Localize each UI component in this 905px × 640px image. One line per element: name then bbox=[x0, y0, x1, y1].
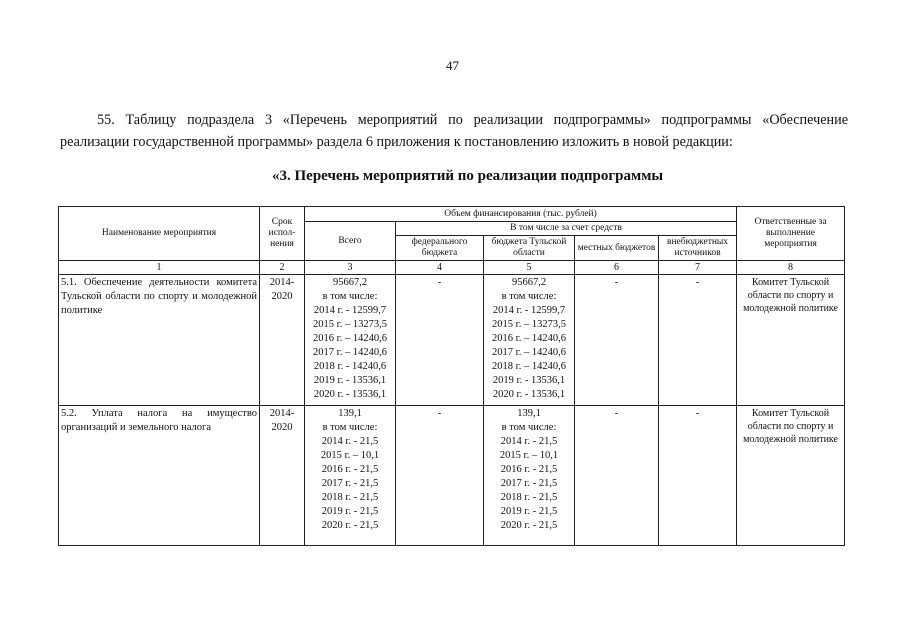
paragraph-line-1: 55. Таблицу подраздела 3 «Перечень мероприятий по реализации подпрограммы» подпрограммы «Обеспечение bbox=[97, 112, 848, 128]
section-title: «3. Перечень мероприятий по реализации подпрограммы bbox=[272, 168, 664, 184]
federal-funding: - bbox=[396, 275, 484, 406]
regional-year: 2014 г. - 21,5 bbox=[500, 436, 558, 447]
local-funding: - bbox=[575, 406, 659, 546]
header-funding: Объем финансирования (тыс. рублей) bbox=[305, 207, 737, 222]
total-year: 2019 г. - 13536,1 bbox=[313, 375, 387, 386]
federal-funding: - bbox=[396, 406, 484, 546]
total-year: 2018 г. - 14240,6 bbox=[313, 361, 387, 372]
total-amount: 139,1 bbox=[338, 408, 362, 419]
regional-year: 2018 г. – 14240,6 bbox=[492, 361, 566, 372]
total-funding bbox=[305, 406, 396, 546]
responsible-party: Комитет Тульской области по спорту и молодежной политике bbox=[737, 406, 845, 546]
column-number: 1 bbox=[59, 261, 260, 275]
total-year: 2015 г. – 13273,5 bbox=[313, 319, 387, 330]
regional-year: 2014 г. - 12599,7 bbox=[492, 305, 566, 316]
regional-year: 2018 г. - 21,5 bbox=[500, 492, 558, 503]
paragraph-line-2: реализации государственной программы» раздела 6 приложения к постановлению изложить в новой редакции: bbox=[60, 134, 733, 150]
total-amount: 95667,2 bbox=[332, 277, 368, 288]
local-funding: - bbox=[575, 275, 659, 406]
extra-funding: - bbox=[659, 406, 737, 546]
measure-term: 2014-2020 bbox=[260, 406, 305, 546]
header-total: Всего bbox=[305, 222, 396, 261]
regional-year: 2015 г. – 13273,5 bbox=[492, 319, 566, 330]
total-year: 2014 г. - 21,5 bbox=[321, 436, 379, 447]
regional-amount: 95667,2 bbox=[511, 277, 547, 288]
regional-amount: 139,1 bbox=[517, 408, 541, 419]
total-year: 2020 г. - 21,5 bbox=[321, 520, 379, 531]
total-funding bbox=[305, 275, 396, 406]
total-year: 2017 г. - 21,5 bbox=[321, 478, 379, 489]
header-sources: В том числе за счет средств bbox=[396, 222, 737, 236]
regional-year: 2019 г. - 21,5 bbox=[500, 506, 558, 517]
total-note: в том числе: bbox=[322, 291, 378, 302]
extra-funding: - bbox=[659, 275, 737, 406]
total-year: 2016 г. - 21,5 bbox=[321, 464, 379, 475]
total-year: 2014 г. - 12599,7 bbox=[313, 305, 387, 316]
total-year: 2015 г. – 10,1 bbox=[320, 450, 380, 461]
regional-year: 2020 г. - 21,5 bbox=[500, 520, 558, 531]
table-row bbox=[59, 275, 845, 406]
header-name: Наименование мероприятия bbox=[59, 207, 260, 261]
column-numbers-row bbox=[59, 261, 845, 275]
regional-year: 2020 г. - 13536,1 bbox=[492, 389, 566, 400]
column-number: 6 bbox=[575, 261, 659, 275]
regional-year: 2016 г. – 14240,6 bbox=[492, 333, 566, 344]
page-number: 47 bbox=[446, 58, 459, 73]
total-year: 2019 г. - 21,5 bbox=[321, 506, 379, 517]
measure-name: 5.2. Уплата налога на имущество организаций и земельного налога bbox=[59, 406, 260, 546]
column-number: 4 bbox=[396, 261, 484, 275]
column-number: 5 bbox=[484, 261, 575, 275]
regional-year: 2019 г. - 13536,1 bbox=[492, 375, 566, 386]
total-year: 2018 г. - 21,5 bbox=[321, 492, 379, 503]
total-year: 2020 г. - 13536,1 bbox=[313, 389, 387, 400]
regional-year: 2016 г. - 21,5 bbox=[500, 464, 558, 475]
measure-term: 2014-2020 bbox=[260, 275, 305, 406]
total-note: в том числе: bbox=[322, 422, 378, 433]
measures-table bbox=[58, 206, 845, 546]
header-local: местных бюджетов bbox=[575, 236, 659, 261]
regional-funding bbox=[484, 275, 575, 406]
regional-year: 2015 г. – 10,1 bbox=[499, 450, 559, 461]
header-responsible: Ответственные за выполнение мероприятия bbox=[737, 207, 845, 261]
table-row bbox=[59, 406, 845, 546]
column-number: 7 bbox=[659, 261, 737, 275]
header-term: Срок испол-нения bbox=[260, 207, 305, 261]
total-year: 2017 г. – 14240,6 bbox=[313, 347, 387, 358]
regional-year: 2017 г. - 21,5 bbox=[500, 478, 558, 489]
measure-name: 5.1. Обеспечение деятельности комитета Тульской области по спорту и молодежной политике bbox=[59, 275, 260, 406]
column-number: 2 bbox=[260, 261, 305, 275]
responsible-party: Комитет Тульской области по спорту и молодежной политике bbox=[737, 275, 845, 406]
total-year: 2016 г. – 14240,6 bbox=[313, 333, 387, 344]
column-number: 3 bbox=[305, 261, 396, 275]
header-extra: внебюджетных источников bbox=[659, 236, 737, 261]
header-regional: бюджета Тульской области bbox=[484, 236, 575, 261]
regional-funding bbox=[484, 406, 575, 546]
header-federal: федерального бюджета bbox=[396, 236, 484, 261]
regional-note: в том числе: bbox=[501, 422, 557, 433]
regional-note: в том числе: bbox=[501, 291, 557, 302]
regional-year: 2017 г. – 14240,6 bbox=[492, 347, 566, 358]
column-number: 8 bbox=[737, 261, 845, 275]
